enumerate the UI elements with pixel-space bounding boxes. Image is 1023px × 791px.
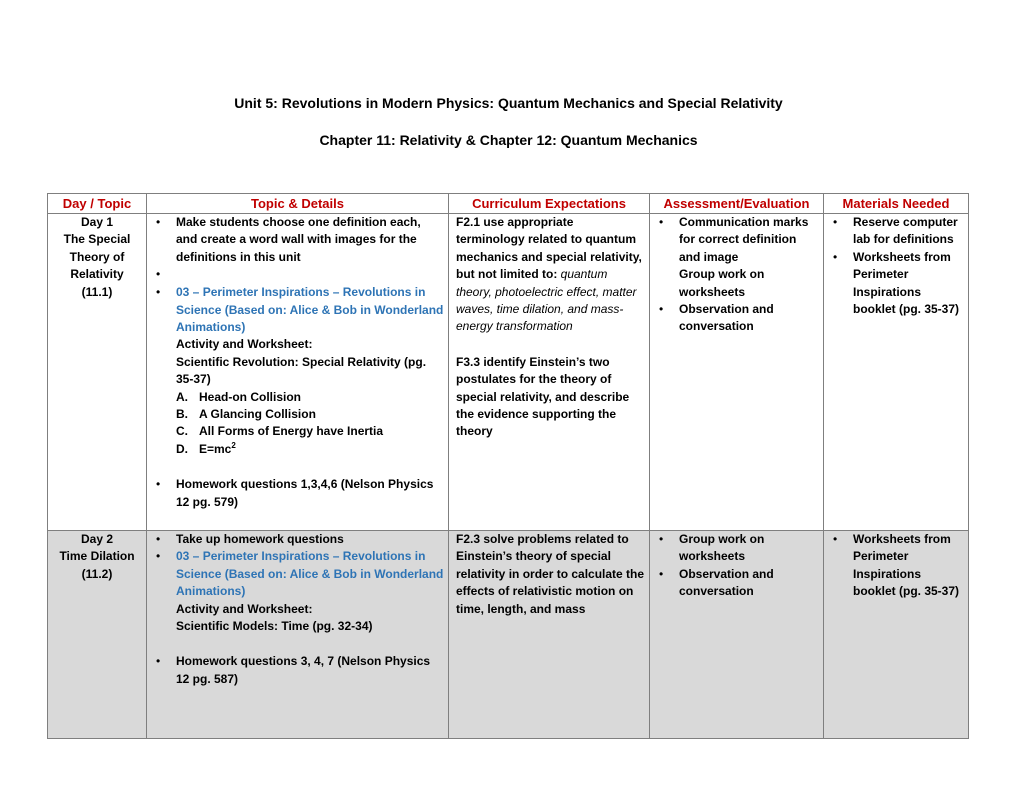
- list-item: • Worksheets from Perimeter Inspirations booklet (pg. 35-37): [831, 531, 964, 601]
- resource-link[interactable]: • 03 – Perimeter Inspirations – Revolutions in Science (Based on: Alice & Bob in Wonderland Animations): [176, 549, 444, 599]
- day-topic-line: Relativity: [70, 267, 124, 282]
- day-cell: [48, 531, 147, 739]
- list-item: [154, 548, 444, 635]
- column-header-assessment: Assessment/Evaluation: [650, 194, 824, 214]
- materials-cell: [824, 214, 969, 531]
- column-header-details: Topic & Details: [147, 194, 449, 214]
- day-topic-line: Time Dilation: [59, 549, 135, 564]
- activity-label: Activity and Worksheet:: [176, 337, 313, 352]
- day-cell: [48, 214, 147, 531]
- day-topic-line: Theory of: [69, 249, 125, 264]
- sub-list: [176, 389, 444, 459]
- list-item: • Homework questions 1,3,4,6 (Nelson Physics 12 pg. 579): [154, 476, 444, 511]
- day-section: (11.2): [81, 566, 113, 581]
- day-section: (11.1): [81, 284, 113, 299]
- resource-link[interactable]: • 03 – Perimeter Inspirations – Revolutions in Science (Based on: Alice & Bob in Wonderland Animations): [176, 285, 444, 335]
- worksheet-title: Scientific Models: Time (pg. 32-34): [176, 619, 373, 634]
- assessment-cell: [650, 531, 824, 739]
- table-row: [48, 531, 969, 739]
- expectation-f3-3: F3.3 identify Einstein’s two postulates for the theory of special relativity, and describe the evidence supporting the theory: [456, 354, 630, 439]
- details-cell: [147, 531, 449, 739]
- day-label: Day 1: [80, 215, 114, 229]
- assessment-cell: [650, 214, 824, 531]
- sub-list-item: C. All Forms of Energy have Inertia: [176, 424, 384, 439]
- spacer: [456, 336, 645, 354]
- list-item: • Observation and conversation: [657, 566, 819, 601]
- column-header-materials: Materials Needed: [824, 194, 969, 214]
- table-header-row: [48, 194, 969, 214]
- list-item: • Reserve computer lab for definitions: [831, 214, 964, 249]
- expectations-cell: [449, 214, 650, 531]
- list-item: • Worksheets from Perimeter Inspirations booklet (pg. 35-37): [831, 249, 964, 319]
- chapter-subtitle: Chapter 11: Relativity & Chapter 12: Quantum Mechanics: [319, 132, 698, 148]
- lesson-plan-table: [47, 193, 969, 739]
- day-label: Day 2: [80, 532, 114, 546]
- spacer: [154, 266, 444, 284]
- sub-list-item: B. A Glancing Collision: [176, 407, 316, 422]
- day-topic-line: The Special: [63, 232, 131, 247]
- activity-label: Activity and Worksheet:: [176, 601, 313, 616]
- expectation-f2-3: F2.3 solve problems related to Einstein’s theory of special relativity in order to calculate the effects of relativistic motion on time, length, and mass: [456, 532, 645, 616]
- list-item: • Observation and conversation: [657, 301, 819, 336]
- list-item: • Group work on worksheets: [657, 531, 819, 566]
- details-cell: [147, 214, 449, 531]
- worksheet-title: Scientific Revolution: Special Relativity (pg. 35-37): [176, 354, 427, 387]
- materials-cell: [824, 531, 969, 739]
- sub-list-item: A. Head-on Collision: [176, 389, 301, 404]
- column-header-expectations: Curriculum Expectations: [449, 194, 650, 214]
- sub-list-item: D. $E=mc^2$: [176, 440, 236, 456]
- spacer: [154, 635, 444, 653]
- table-row: [48, 214, 969, 531]
- list-item: • Communication marks for correct definition and image Group work on worksheets: [657, 214, 819, 301]
- spacer: [154, 458, 444, 476]
- expectation-f2-1: F2.1 use appropriate terminology related to quantum mechanics and special relativity, but not limited to: quantum theory, photoelectric effect, matter waves, time dilation, and mass-energy transformation: [456, 215, 642, 334]
- list-item: • Make students choose one definition each, and create a word wall with images for the definitions in this unit: [154, 214, 444, 266]
- list-item: • Take up homework questions: [154, 531, 444, 548]
- expectations-cell: [449, 531, 650, 739]
- column-header-day: Day / Topic: [48, 194, 147, 214]
- list-item: • Homework questions 3, 4, 7 (Nelson Physics 12 pg. 587): [154, 653, 444, 688]
- unit-title: Unit 5: Revolutions in Modern Physics: Quantum Mechanics and Special Relativity: [234, 95, 783, 111]
- list-item: [154, 284, 444, 388]
